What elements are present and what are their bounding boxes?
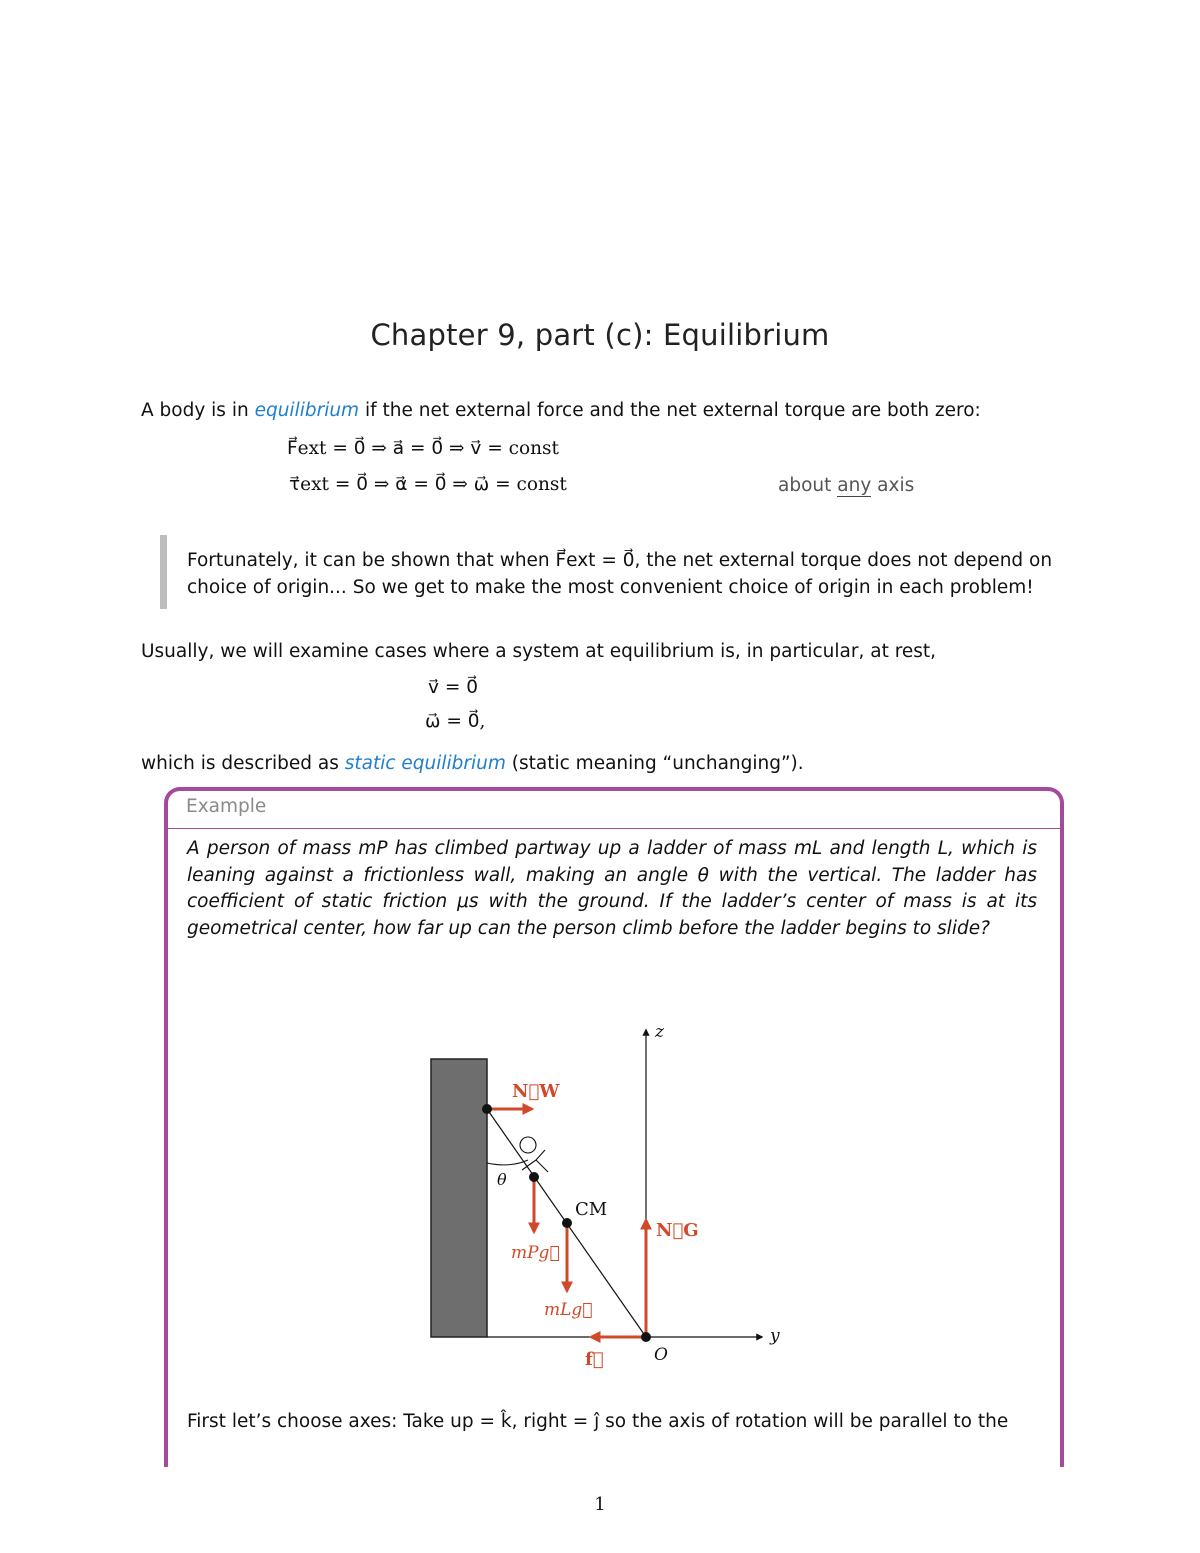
intro-before: A body is in — [141, 400, 255, 421]
static-equilibrium-link[interactable]: static equilibrium — [344, 753, 506, 774]
origin-label: O — [654, 1345, 668, 1365]
angle-arc — [487, 1160, 528, 1165]
axis-note-emphasis: any — [837, 475, 872, 496]
axis-note-after: axis — [871, 475, 915, 496]
center-of-mass-label: CM — [575, 1199, 608, 1220]
normal-ground-label: N⃗G — [656, 1220, 699, 1241]
wall — [431, 1059, 487, 1337]
page-title: Chapter 9, part (c): Equilibrium — [370, 318, 830, 352]
wall-contact-point — [482, 1104, 492, 1114]
rest-paragraph: Usually, we will examine cases where a system at equilibrium is, in particular, at rest, — [141, 641, 937, 662]
angular-velocity-equation: ω⃗ = 0⃗, — [425, 711, 486, 732]
page-number: 1 — [594, 1494, 606, 1515]
intro-after: if the net external force and the net external torque are both zero: — [359, 400, 981, 421]
angle-label: θ — [497, 1170, 507, 1189]
example-label: Example — [186, 796, 267, 817]
axes-paragraph: First let’s choose axes: Take up = k̂, right = ĵ so the axis of rotation will be parallel to the — [187, 1411, 1009, 1432]
origin-point — [641, 1332, 651, 1342]
person-icon — [520, 1137, 548, 1172]
weight-ladder-label: mLg⃗ — [544, 1300, 593, 1320]
weight-person-label: mPg⃗ — [511, 1243, 560, 1263]
remark-line-2: choice of origin... So we get to make the most convenient choice of origin in each problem! — [187, 577, 1034, 598]
equilibrium-link[interactable]: equilibrium — [254, 400, 360, 421]
static-after: (static meaning “unchanging”). — [505, 753, 804, 774]
example-problem-text: A person of mass mP has climbed partway up a ladder of mass mL and length L, which is leaning against a frictionless wall, making an angle θ with the vertical. The ladder has coefficient of static friction μs with the ground. If the ladder’s center of mass is at its geometrical center, how far up can the person climb before the ladder begins to slide? — [187, 838, 1037, 939]
force-equation: F⃗ext = 0⃗ ⇒ a⃗ = 0⃗ ⇒ v⃗ = const — [287, 438, 559, 459]
remark-line-1: Fortunately, it can be shown that when F⃗ext = 0⃗, the net external torque does not depend on — [187, 550, 1053, 571]
friction-label: f⃗ — [585, 1349, 604, 1370]
torque-equation: τ⃗ext = 0⃗ ⇒ α⃗ = 0⃗ ⇒ ω⃗ = const — [289, 474, 567, 495]
normal-wall-label: N⃗W — [512, 1081, 560, 1102]
person-point — [529, 1172, 539, 1182]
y-axis-label: y — [770, 1326, 780, 1346]
center-of-mass-point — [562, 1218, 572, 1228]
z-axis-label: z — [655, 1022, 664, 1042]
axis-note-before: about — [778, 475, 838, 496]
velocity-equation: v⃗ = 0⃗ — [428, 677, 478, 698]
static-before: which is described as — [141, 753, 345, 774]
